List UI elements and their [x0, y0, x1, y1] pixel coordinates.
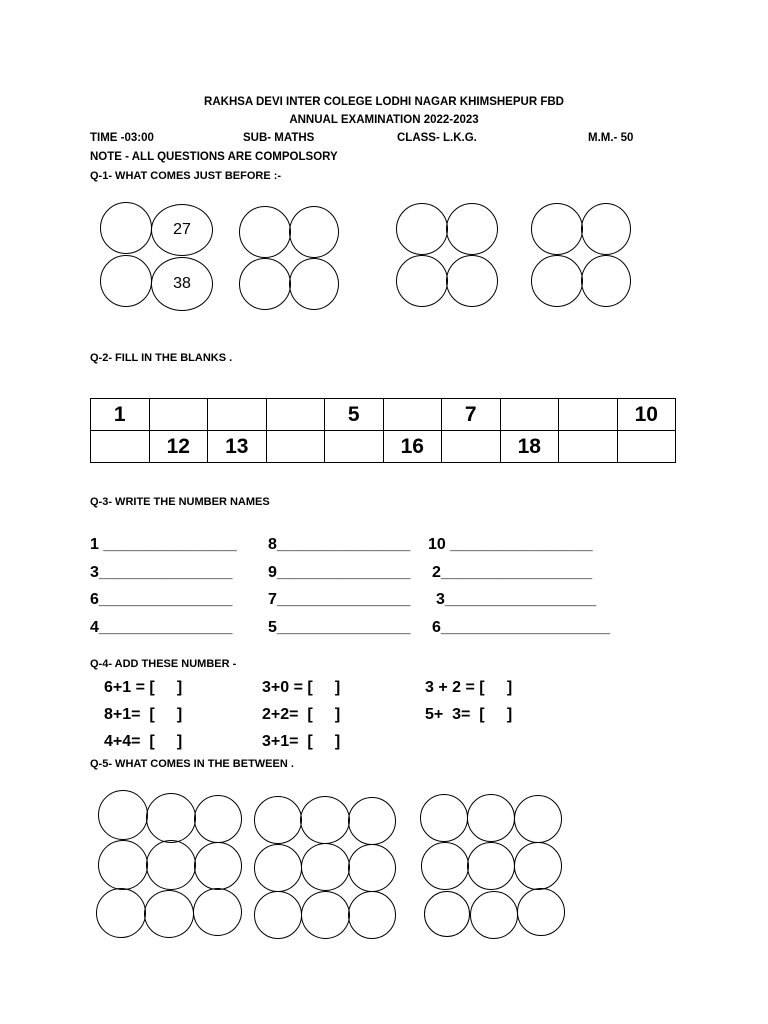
- instruction-note: NOTE - ALL QUESTIONS ARE COMPOLSORY: [90, 151, 338, 163]
- answer-circle[interactable]: [424, 891, 470, 937]
- table-cell[interactable]: 12: [149, 431, 208, 463]
- answer-circle[interactable]: [194, 842, 242, 890]
- answer-circle[interactable]: [194, 795, 242, 843]
- addition-problem[interactable]: 3 + 2 = [ ]: [425, 679, 513, 696]
- answer-circle[interactable]: [517, 888, 565, 936]
- given-number: 27: [173, 221, 191, 238]
- q3-title: Q-3- WRITE THE NUMBER NAMES: [90, 496, 270, 508]
- table-cell[interactable]: 18: [500, 431, 559, 463]
- answer-circle[interactable]: [254, 796, 302, 844]
- answer-circle[interactable]: [96, 888, 146, 938]
- given-number: 38: [173, 275, 191, 292]
- table-cell[interactable]: 7: [442, 399, 501, 431]
- addition-problem[interactable]: 4+4= [ ]: [104, 733, 183, 750]
- exam-time: TIME -03:00: [90, 132, 154, 144]
- answer-circle[interactable]: [470, 891, 518, 939]
- exam-class: CLASS- L.K.G.: [397, 132, 477, 144]
- table-cell[interactable]: [208, 399, 267, 431]
- answer-circle[interactable]: [396, 255, 448, 307]
- table-row: [91, 399, 676, 431]
- answer-circle[interactable]: [348, 797, 396, 845]
- addition-problem[interactable]: 2+2= [ ]: [262, 706, 341, 723]
- answer-circle[interactable]: [348, 844, 396, 892]
- addition-problem[interactable]: 3+1= [ ]: [262, 733, 341, 750]
- q4-title: Q-4- ADD THESE NUMBER -: [90, 658, 237, 670]
- answer-circle[interactable]: [420, 794, 468, 842]
- answer-circle[interactable]: [301, 891, 350, 939]
- answer-circle[interactable]: [193, 888, 242, 936]
- table-cell[interactable]: [266, 399, 325, 431]
- table-cell[interactable]: 5: [325, 399, 384, 431]
- number-name-line[interactable]: 8_______________: [268, 536, 411, 553]
- answer-circle[interactable]: [100, 202, 152, 254]
- table-cell[interactable]: [500, 399, 559, 431]
- exam-title: ANNUAL EXAMINATION 2022-2023: [289, 114, 479, 126]
- answer-circle[interactable]: [467, 794, 515, 842]
- q1-title: Q-1- WHAT COMES JUST BEFORE :-: [90, 170, 282, 182]
- answer-circle[interactable]: [514, 842, 562, 890]
- answer-circle[interactable]: [254, 844, 302, 892]
- answer-circle[interactable]: [446, 203, 498, 255]
- answer-circle[interactable]: [289, 258, 339, 310]
- addition-problem[interactable]: 5+ 3= [ ]: [425, 706, 513, 723]
- answer-circle[interactable]: [396, 203, 448, 255]
- number-name-line[interactable]: 1 _______________: [90, 536, 237, 553]
- addition-problem[interactable]: 8+1= [ ]: [104, 706, 183, 723]
- answer-circle[interactable]: [581, 203, 631, 255]
- number-name-line[interactable]: 2_________________: [432, 564, 593, 581]
- exam-subject: SUB- MATHS: [243, 132, 315, 144]
- school-name: RAKHSA DEVI INTER COLEGE LODHI NAGAR KHIMSHEPUR FBD: [204, 96, 564, 108]
- number-name-line[interactable]: 6_______________: [90, 591, 233, 608]
- q5-title: Q-5- WHAT COMES IN THE BETWEEN .: [90, 758, 294, 770]
- table-cell[interactable]: [266, 431, 325, 463]
- answer-circle[interactable]: [98, 840, 148, 890]
- answer-circle[interactable]: [531, 203, 583, 255]
- answer-circle[interactable]: [300, 796, 350, 844]
- answer-circle[interactable]: [98, 790, 148, 840]
- number-name-line[interactable]: 3_________________: [436, 591, 597, 608]
- table-cell[interactable]: [617, 431, 676, 463]
- table-cell[interactable]: [325, 431, 384, 463]
- addition-problem[interactable]: 3+0 = [ ]: [262, 679, 341, 696]
- addition-problem[interactable]: 6+1 = [ ]: [104, 679, 183, 696]
- answer-circle[interactable]: [239, 206, 291, 258]
- max-marks: M.M.- 50: [588, 132, 634, 144]
- table-cell[interactable]: 10: [617, 399, 676, 431]
- answer-circle[interactable]: [254, 891, 302, 939]
- answer-circle[interactable]: [531, 255, 583, 307]
- table-cell[interactable]: 1: [91, 399, 150, 431]
- table-cell[interactable]: 13: [208, 431, 267, 463]
- number-name-line[interactable]: 5_______________: [268, 619, 411, 636]
- answer-circle[interactable]: [514, 795, 562, 843]
- answer-circle[interactable]: [239, 258, 291, 310]
- number-name-line[interactable]: 3_______________: [90, 564, 233, 581]
- answer-circle[interactable]: [146, 793, 196, 843]
- answer-circle[interactable]: [467, 842, 515, 890]
- q2-title: Q-2- FILL IN THE BLANKS .: [90, 352, 233, 364]
- number-name-line[interactable]: 7_______________: [268, 591, 411, 608]
- table-cell[interactable]: [91, 431, 150, 463]
- table-row: [91, 431, 676, 463]
- table-cell[interactable]: [559, 431, 618, 463]
- answer-circle[interactable]: [146, 840, 196, 890]
- answer-circle[interactable]: [446, 255, 498, 307]
- table-cell[interactable]: [559, 399, 618, 431]
- fill-blanks-table: [90, 398, 676, 463]
- number-name-line[interactable]: 6___________________: [432, 619, 610, 636]
- answer-circle[interactable]: [421, 842, 469, 890]
- given-number-circle: [151, 204, 213, 256]
- table-cell[interactable]: 16: [383, 431, 442, 463]
- answer-circle[interactable]: [348, 891, 396, 939]
- given-number-circle: [151, 257, 213, 311]
- answer-circle[interactable]: [581, 255, 631, 307]
- table-cell[interactable]: [442, 431, 501, 463]
- table-cell[interactable]: [383, 399, 442, 431]
- number-name-line[interactable]: 4_______________: [90, 619, 233, 636]
- answer-circle[interactable]: [144, 890, 194, 938]
- answer-circle[interactable]: [100, 255, 152, 307]
- answer-circle[interactable]: [289, 206, 339, 258]
- number-name-line[interactable]: 10 ________________: [428, 536, 593, 553]
- table-cell[interactable]: [149, 399, 208, 431]
- number-name-line[interactable]: 9_______________: [268, 564, 411, 581]
- answer-circle[interactable]: [301, 843, 350, 891]
